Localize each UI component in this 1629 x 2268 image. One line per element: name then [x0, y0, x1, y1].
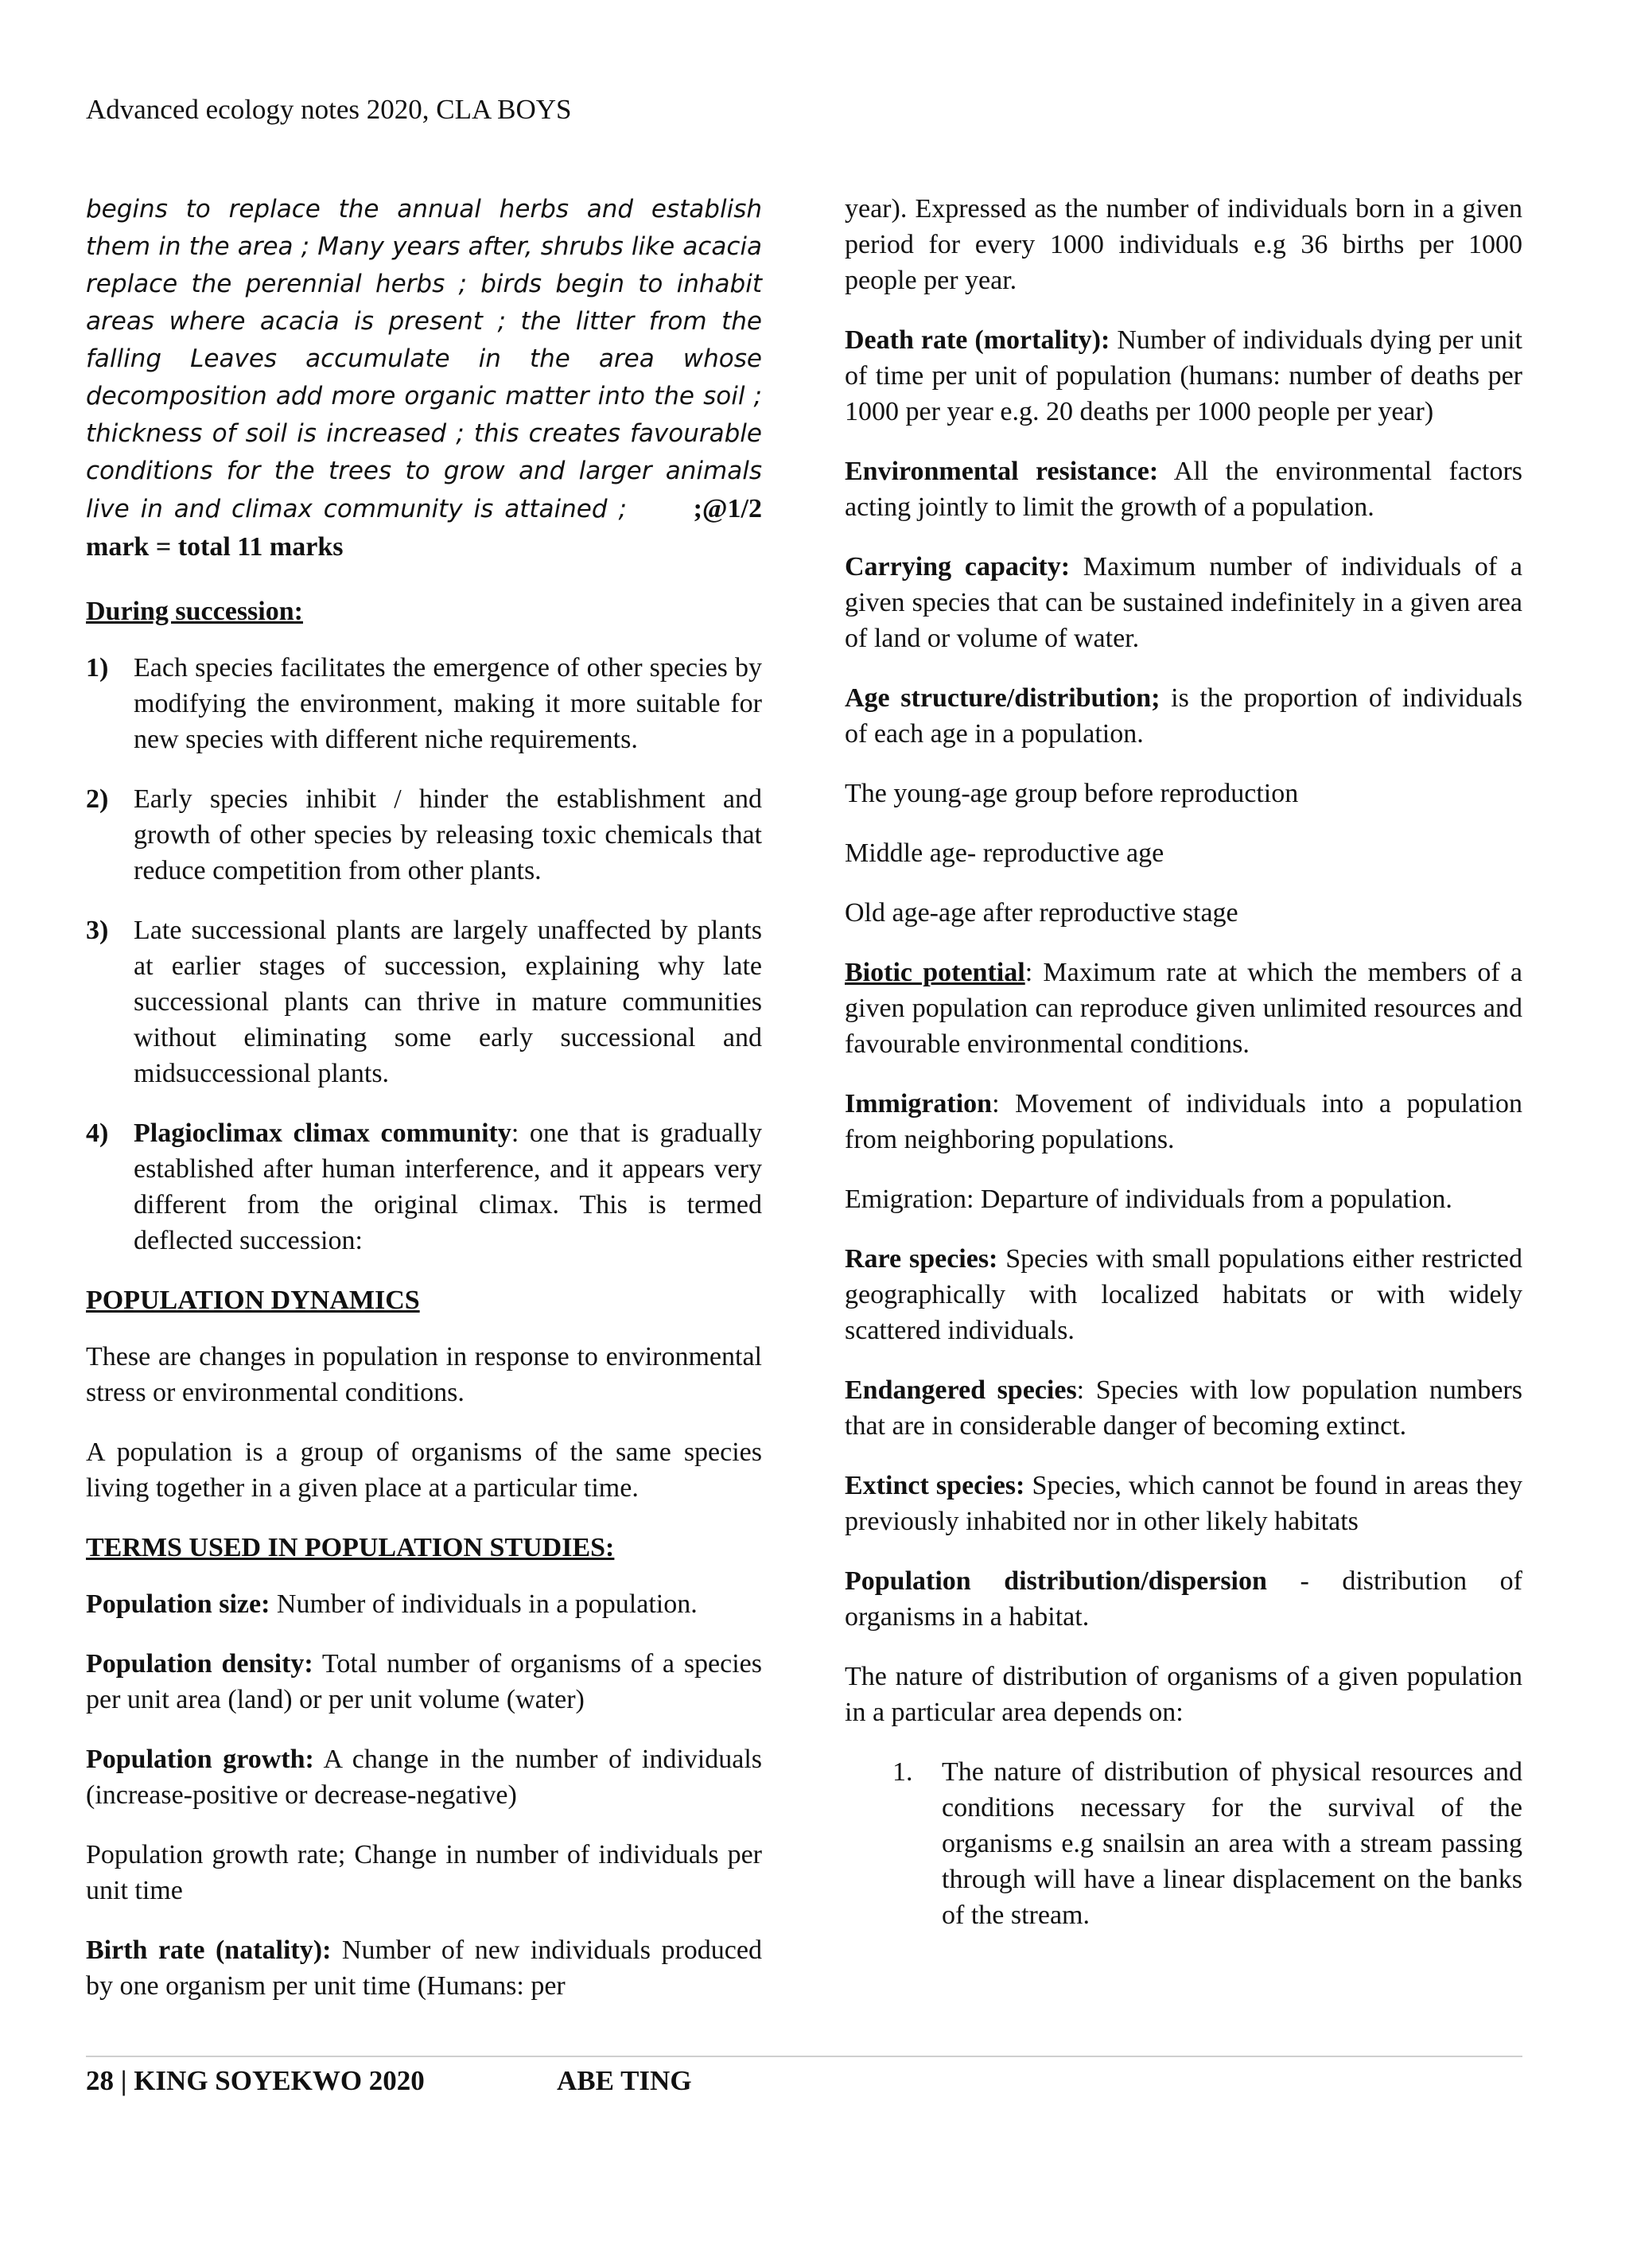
term-immigration — [845, 1086, 1522, 1157]
term-definition: Number of individuals in a population. — [270, 1589, 698, 1619]
term-label: Birth rate (natality): — [86, 1935, 332, 1965]
term-population-distribution — [845, 1563, 1522, 1635]
birth-rate-continued: year). Expressed as the number of individuals born in a given period for every 1000 individuals e.g 36 births per 1000 people per year. — [845, 194, 1522, 295]
term-extinct-species — [845, 1468, 1522, 1539]
list-text: Each species facilitates the emergence of other species by modifying the environment, making it more suitable for new species with different niche requirements. — [134, 653, 762, 754]
list-number: 3) — [86, 916, 109, 945]
list-text: Late successional plants are largely unaffected by plants at earlier stages of succession, explaining why late successional plants can thrive in mature communities without eliminating some early successional and midsuccessional plants. — [134, 916, 762, 1088]
age-young: The young-age group before reproduction — [845, 779, 1299, 808]
term-label: Population distribution/dispersion — [845, 1566, 1267, 1596]
age-middle: Middle age- reproductive age — [845, 838, 1164, 868]
term-emigration: Emigration: Departure of individuals from a population. — [845, 1185, 1452, 1214]
list-item — [86, 1115, 762, 1258]
term-environmental-resistance — [845, 453, 1522, 525]
age-old: Old age-age after reproductive stage — [845, 898, 1238, 928]
term-label: Immigration — [845, 1089, 993, 1118]
term-label: Extinct species: — [845, 1471, 1025, 1500]
term-definition: is the proportion of individuals of each age in a population. — [845, 683, 1522, 749]
term-definition: Species with small populations either restricted geographically with localized habitats or with widely scattered individuals. — [845, 1244, 1522, 1345]
succession-intro-paragraph — [86, 191, 762, 566]
marks-note: ;@1/2 mark = total 11 marks — [86, 494, 762, 562]
popdyn-paragraph-2: A population is a group of organisms of the same species living together in a given place at a particular time. — [86, 1437, 762, 1503]
succession-list — [86, 650, 762, 1258]
term-definition: Maximum number of individuals of a given species that can be sustained indefinitely in a given area of land or volume of water. — [845, 552, 1522, 653]
term-definition: Number of individuals dying per unit of time per unit of population (humans: number of deaths per 1000 per year e.g. 20 deaths per 1000 people per year) — [845, 325, 1522, 426]
term-label: Endangered species — [845, 1375, 1077, 1405]
list-text: The nature of distribution of physical resources and conditions necessary for the survival of the organisms e.g snailsin an area with a stream passing through will have a linear displacement on the banks of the stream. — [942, 1757, 1522, 1930]
term-definition: A change in the number of individuals (increase-positive or decrease-negative) — [86, 1745, 762, 1810]
term-death-rate — [845, 322, 1522, 430]
list-number: 4) — [86, 1118, 109, 1148]
term-label: Population growth: — [86, 1745, 314, 1774]
list-text: : one that is gradually established after human interference, and it appears very different from the original climax. This is termed deflected succession: — [134, 1118, 762, 1255]
term-age-structure — [845, 680, 1522, 752]
term-population-size — [86, 1586, 762, 1622]
footer-divider — [86, 2056, 1522, 2057]
term-label: Population size: — [86, 1589, 270, 1619]
term-definition: All the environmental factors acting jointly to limit the growth of a population. — [845, 457, 1522, 522]
term-population-density — [86, 1646, 762, 1718]
term-label: Rare species: — [845, 1244, 998, 1274]
list-item — [86, 781, 762, 889]
term-definition: Number of new individuals produced by one organism per unit time (Humans: per — [86, 1935, 762, 2001]
list-item — [86, 650, 762, 757]
population-dynamics-heading: POPULATION DYNAMICS — [86, 1286, 420, 1315]
term-biotic-potential — [845, 955, 1522, 1062]
footer-page-number: 28 | KING SOYEKWO 2020 — [86, 2065, 425, 2096]
term-label: Age structure/distribution; — [845, 683, 1161, 713]
page-footer — [86, 2065, 692, 2097]
list-number: 1. — [892, 1757, 913, 1787]
population-growth-rate: Population growth rate; Change in number of individuals per unit time — [86, 1840, 762, 1905]
term-label: Biotic potential — [845, 958, 1025, 987]
succession-heading: During succession: — [86, 597, 303, 626]
term-definition: : Maximum rate at which the members of a given population can reproduce given unlimited resources and favourable environmental conditions. — [845, 958, 1522, 1059]
term-definition: Species, which cannot be found in areas they previously inhabited nor in other likely habitats — [845, 1471, 1522, 1536]
succession-intro-text: begins to replace the annual herbs and establish them in the area ; Many years after, shrubs like acacia replace the perennial herbs ; birds begin to inhabit areas where acacia is present ; the litter from the falling Leaves accumulate in the area whose decomposition add more organic matter into the soil ; thickness of soil is increased ; this creates favourable conditions for the trees to grow and larger animals live in and climax community is attained ; — [86, 195, 762, 523]
term-rare-species — [845, 1241, 1522, 1348]
term-label: Environmental resistance: — [845, 457, 1159, 486]
list-number: 1) — [86, 653, 109, 683]
popdyn-paragraph-1: These are changes in population in response to environmental stress or environmental conditions. — [86, 1342, 762, 1407]
term-birth-rate — [86, 1932, 762, 2004]
term-population-growth — [86, 1741, 762, 1813]
terms-heading: TERMS USED IN POPULATION STUDIES: — [86, 1533, 615, 1562]
term-endangered-species — [845, 1372, 1522, 1444]
term-label: Population density: — [86, 1649, 313, 1679]
list-number: 2) — [86, 784, 109, 814]
page-header: Advanced ecology notes 2020, CLA BOYS — [86, 94, 572, 125]
distribution-nature-intro: The nature of distribution of organisms of a given population in a particular area depends on: — [845, 1662, 1522, 1727]
list-item — [845, 1754, 1522, 1933]
term-definition: : Species with low population numbers that are in considerable danger of becoming extinct. — [845, 1375, 1522, 1441]
term-definition: : Movement of individuals into a population from neighboring populations. — [845, 1089, 1522, 1154]
list-term: Plagioclimax climax community — [134, 1118, 511, 1148]
left-column — [86, 191, 762, 2028]
term-definition: - distribution of organisms in a habitat. — [845, 1566, 1522, 1632]
term-label: Death rate (mortality): — [845, 325, 1110, 355]
list-text: Early species inhibit / hinder the establishment and growth of other species by releasing toxic chemicals that reduce competition from other plants. — [134, 784, 762, 885]
term-carrying-capacity — [845, 549, 1522, 656]
term-definition: Total number of organisms of a species per unit area (land) or per unit volume (water) — [86, 1649, 762, 1714]
distribution-factors-list — [845, 1754, 1522, 1933]
right-column — [845, 191, 1522, 1957]
list-item — [86, 912, 762, 1091]
term-label: Carrying capacity: — [845, 552, 1071, 582]
footer-author: ABE TING — [557, 2065, 692, 2096]
